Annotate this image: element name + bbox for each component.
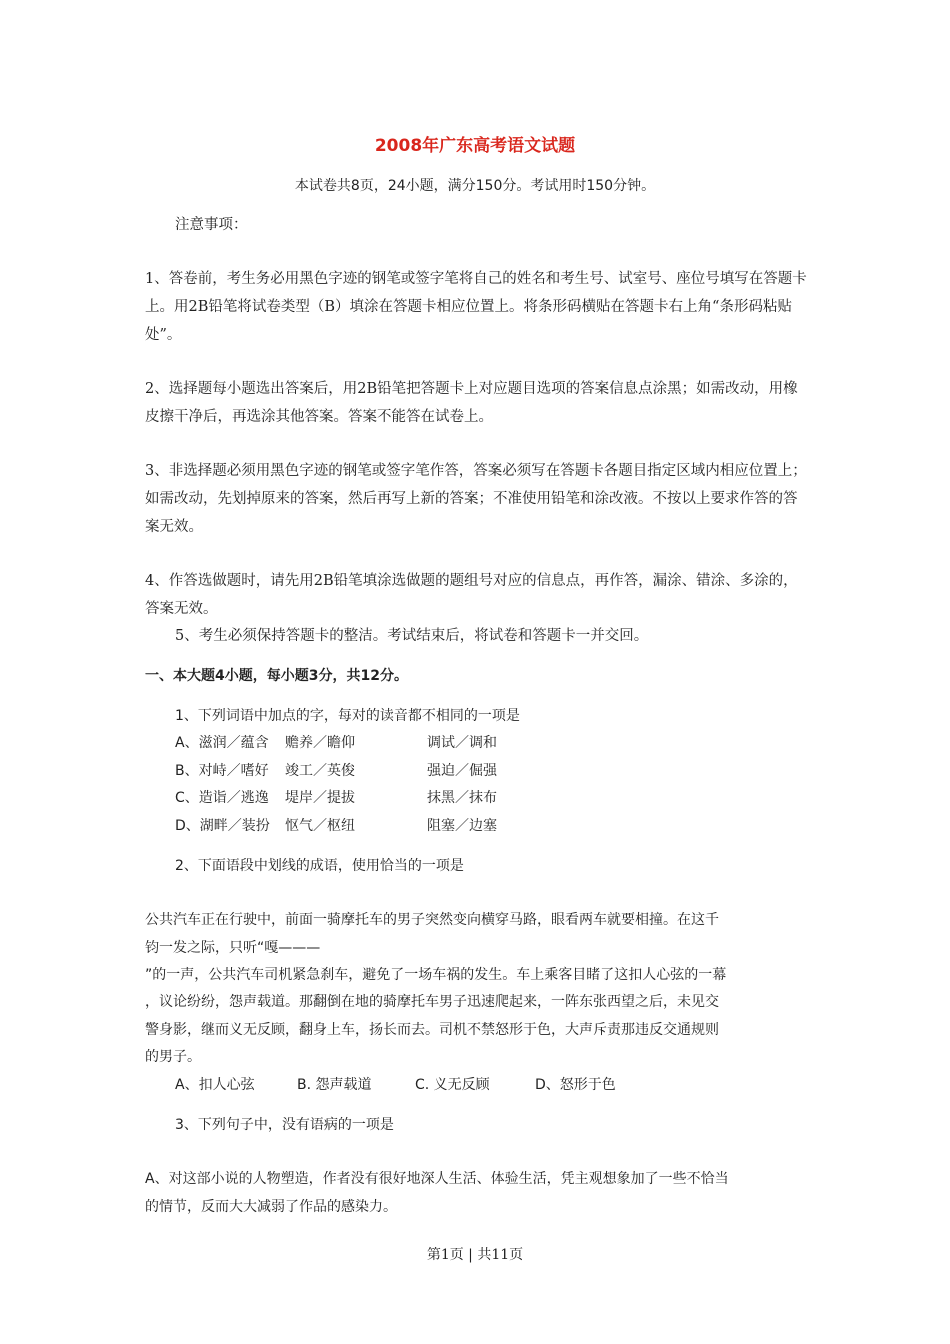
option-row bbox=[175, 784, 567, 812]
option-cell: 竣工／英俊 bbox=[285, 763, 355, 779]
option-cell: 怄气／枢纽 bbox=[285, 818, 355, 834]
notice-item: 3、非选择题必须用黑色字迹的钢笔或签字笔作答，答案必须写在答题卡各题目指定区域内相应位置上；如需改动，先划掉原来的答案，然后再写上新的答案；不准使用铅笔和涂改液。不按以上要求作答的答案无效。 bbox=[145, 463, 807, 535]
notice-item: 4、作答选做题时，请先用2B铅笔填涂选做题的题组号对应的信息点，再作答，漏涂、错涂、多涂的，答案无效。 bbox=[145, 573, 798, 617]
option-row bbox=[175, 729, 567, 757]
question-stem: 2、下面语段中划线的成语，使用恰当的一项是 bbox=[175, 858, 464, 874]
option-cell: 堤岸／提拔 bbox=[285, 790, 355, 806]
option-cell: A、扣人心弦 bbox=[175, 1077, 255, 1093]
question-stem: 3、下列句子中，没有语病的一项是 bbox=[175, 1117, 394, 1133]
passage-line: 钧一发之际，只听“嘎——— bbox=[145, 940, 321, 956]
section-heading: 一、本大题4小题，每小题3分，共12分。 bbox=[145, 668, 408, 684]
option-cell: B. 怨声载道 bbox=[297, 1077, 372, 1093]
option-cell: 抹黑／抹布 bbox=[427, 790, 497, 806]
notice-item: 2、选择题每小题选出答案后，用2B铅笔把答题卡上对应题目选项的答案信息点涂黑；如需改动，用橡皮擦干净后，再选涂其他答案。答案不能答在试卷上。 bbox=[145, 381, 798, 425]
passage-line: 的男子。 bbox=[145, 1049, 201, 1065]
passage-line: 的情节，反而大大减弱了作品的感染力。 bbox=[145, 1199, 397, 1215]
passage-line: 警身影，继而义无反顾，翻身上车，扬长而去。司机不禁怒形于色，大声斥责那违反交通规则 bbox=[145, 1022, 719, 1038]
passage-line: 公共汽车正在行驶中，前面一骑摩托车的男子突然变向横穿马路，眼看两车就要相撞。在这千 bbox=[145, 912, 719, 928]
page-title: 2008年广东高考语文试题 bbox=[374, 136, 576, 156]
page-footer: 第1页 | 共11页 bbox=[426, 1247, 524, 1263]
passage-line: A、对这部小说的人物塑造，作者没有很好地深人生活、体验生活，凭主观想象加了一些不恰当 bbox=[145, 1171, 729, 1187]
option-cell: 调试／调和 bbox=[427, 735, 497, 751]
notice-item: 5、考生必须保持答题卡的整洁。考试结束后，将试卷和答题卡一并交回。 bbox=[175, 628, 649, 644]
option-row bbox=[175, 812, 567, 840]
option-cell: A、滋润／蕴含 bbox=[175, 735, 269, 751]
option-row bbox=[175, 1071, 645, 1099]
option-row bbox=[175, 757, 567, 785]
option-cell: D、怒形于色 bbox=[535, 1077, 616, 1093]
option-cell: 强迫／倔强 bbox=[427, 763, 497, 779]
question-stem: 1、下列词语中加点的字，每对的读音都不相同的一项是 bbox=[175, 708, 520, 724]
option-cell: D、湖畔／装扮 bbox=[175, 818, 270, 834]
notice-item: 1、答卷前，考生务必用黑色字迹的钢笔或签字笔将自己的姓名和考生号、试室号、座位号填写在答题卡上。用2B铅笔将试卷类型（B）填涂在答题卡相应位置上。将条形码横贴在答题卡右上角“条形码粘贴处”。 bbox=[145, 271, 807, 343]
option-cell: B、对峙／嗜好 bbox=[175, 763, 269, 779]
option-cell: 阻塞／边塞 bbox=[427, 818, 497, 834]
option-cell: C. 义无反顾 bbox=[415, 1077, 490, 1093]
exam-info: 本试卷共8页，24小题，满分150分。考试用时150分钟。 bbox=[294, 178, 656, 194]
option-cell: C、造诣／逃逸 bbox=[175, 790, 269, 806]
notice-heading: 注意事项： bbox=[175, 217, 248, 233]
option-cell: 赡养／瞻仰 bbox=[285, 735, 355, 751]
passage-line: ，议论纷纷，怨声载道。那翻倒在地的骑摩托车男子迅速爬起来，一阵东张西望之后，未见交 bbox=[145, 994, 719, 1010]
passage-line: ”的一声，公共汽车司机紧急刹车，避免了一场车祸的发生。车上乘客目睹了这扣人心弦的一幕 bbox=[145, 967, 727, 983]
